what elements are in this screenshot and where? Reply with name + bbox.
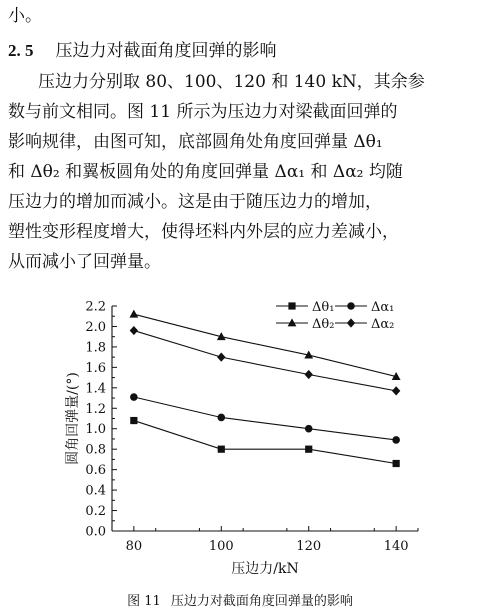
legend-label: Δα₂ [371,317,395,332]
legend-marker [347,302,355,310]
y-tick-label: 0.2 [85,504,106,520]
y-tick-label: 1.6 [85,360,106,376]
series-2-point [130,393,138,401]
series-line-1 [134,421,396,464]
paragraph-line-5: 压边力的增加而减小。这是由于随压边力的增加， [8,192,382,212]
y-tick-label: 0.6 [85,463,106,479]
series-1-point [305,446,312,453]
series-3-point [129,310,138,318]
figure-caption [0,590,480,609]
y-tick-label: 1.0 [85,422,106,438]
paragraph-line-7: 从而减小了回弹量。 [8,252,161,272]
top-fragment: 小。 [8,6,42,26]
series-1-point [218,446,225,453]
paragraph-line-3: 影响规律，由图可知，底部圆角处角度回弹量 Δθ₁ [8,132,383,152]
series-4-point [217,353,225,362]
legend-marker [288,302,295,309]
legend-label: Δθ₁ [312,300,335,315]
legend-label: Δθ₂ [312,317,335,332]
y-tick-label: 1.8 [85,340,106,356]
x-tick-label: 100 [208,539,234,554]
section-number: 2. 5 [8,41,34,60]
x-tick-label: 80 [125,539,143,554]
y-tick-label: 2.2 [85,299,106,315]
paragraph-line-1: 压边力分别取 80、100、120 和 140 kN，其余参 [38,72,425,92]
figure-number: 图 11 [127,594,161,609]
series-2-point [217,414,225,422]
series-line-4 [134,331,396,391]
legend-marker [288,318,297,326]
y-tick-label: 2.0 [85,319,106,335]
legend-label: Δα₁ [371,300,395,315]
y-tick-label: 0.8 [85,442,106,458]
section-title: 压边力对截面角度回弹的影响 [55,41,277,61]
y-tick-label: 0.0 [85,524,106,540]
x-axis-label: 压边力/kN [231,561,299,577]
series-1-point [130,417,137,424]
series-4-point [130,326,138,335]
x-tick-label: 120 [296,539,322,554]
series-2-point [392,436,400,444]
series-4-point [305,370,313,379]
series-4-point [392,386,400,395]
y-tick-label: 1.4 [85,381,106,397]
legend-marker [347,318,355,327]
y-tick-label: 0.4 [85,483,106,499]
caption-text: 压边力对截面角度回弹量的影响 [170,594,353,609]
paragraph-line-6: 塑性变形程度增大，使得坯料内外层的应力差减小， [8,222,399,242]
series-1-point [393,460,400,467]
paragraph-line-4: 和 Δθ₂ 和翼板圆角处的角度回弹量 Δα₁ 和 Δα₂ 均随 [8,162,403,182]
x-tick-label: 140 [383,539,409,554]
paragraph-line-2: 数与前文相同。图 11 所示为压边力对梁截面回弹的 [8,102,398,122]
series-2-point [305,425,313,433]
y-tick-label: 1.2 [85,401,106,417]
y-axis-label: 圆角回弹量/(°) [65,372,81,465]
